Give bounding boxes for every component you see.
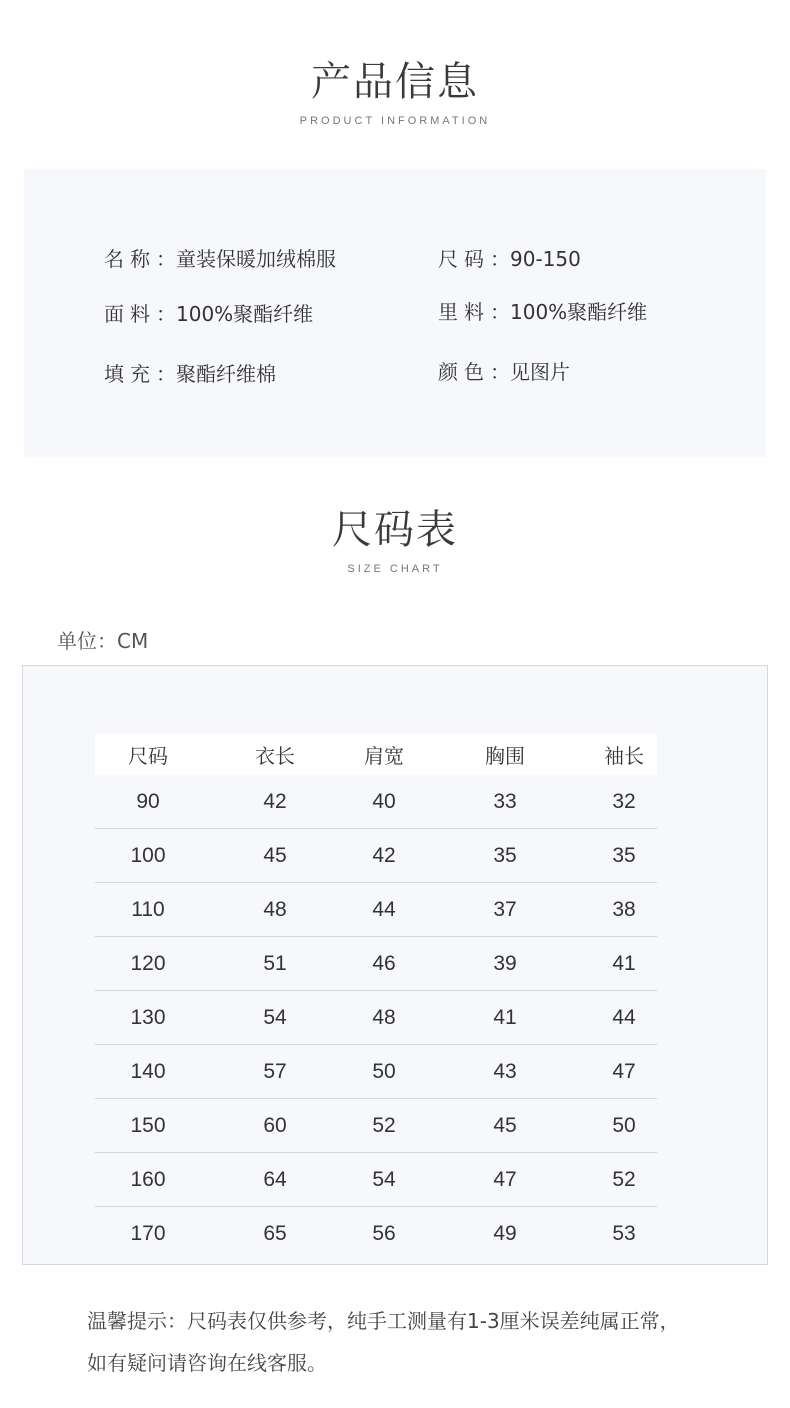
table-cell: 39 [419,937,591,991]
table-cell: 56 [372,1221,396,1245]
info-label: 颜色 [438,360,490,384]
table-cell: 40 [349,775,419,829]
table-row [95,1099,657,1153]
table-cell: 60 [201,1099,349,1153]
table-cell: 160 [95,1153,201,1207]
info-item-lining: 里料：100%聚酯纤维 [438,300,648,324]
table-cell: 90 [95,775,201,829]
header-chest: 胸围 [485,743,525,768]
table-cell: 54 [349,1153,419,1207]
table-row [95,991,657,1045]
table-row [95,883,657,937]
table-cell: 49 [493,1221,517,1245]
info-label: 填充 [104,362,156,386]
table-cell: 45 [419,1099,591,1153]
info-value: 聚酯纤维棉 [176,362,276,386]
table-cell: 52 [349,1099,419,1153]
table-cell: 170 [130,1221,166,1245]
table-cell: 48 [201,883,349,937]
table-cell: 100 [95,829,201,883]
table-cell: 130 [95,991,201,1045]
table-cell: 42 [349,829,419,883]
table-cell: 41 [419,991,591,1045]
table-cell: 140 [95,1045,201,1099]
info-value: 见图片 [510,360,570,384]
table-cell: 120 [95,937,201,991]
info-item-name: 名称：童装保暖加绒棉服 [104,247,336,271]
product-info-title: 产品信息 [311,59,479,105]
table-cell: 57 [201,1045,349,1099]
table-cell: 41 [591,937,657,991]
table-cell: 42 [201,775,349,829]
header-size: 尺码 [128,743,168,768]
table-cell: 48 [349,991,419,1045]
table-cell: 150 [95,1099,201,1153]
table-cell: 35 [419,829,591,883]
table-row [95,1153,657,1207]
table-cell: 53 [612,1221,636,1245]
size-chart-panel [22,665,768,1265]
table-cell: 64 [201,1153,349,1207]
info-value: 90-150 [510,247,581,271]
unit-label: 单位：CM [57,629,149,653]
table-cell: 44 [591,991,657,1045]
info-label: 面料 [104,302,156,326]
table-row [95,1045,657,1099]
size-chart-title: 尺码表 [332,507,458,553]
info-label: 里料 [438,300,490,324]
table-cell: 33 [419,775,591,829]
header-shoulder: 肩宽 [364,743,404,768]
header-sleeve: 袖长 [604,743,644,768]
table-cell: 32 [591,775,657,829]
table-cell: 110 [95,883,201,937]
product-info-panel [24,169,766,457]
table-cell: 47 [591,1045,657,1099]
size-note [87,1300,767,1384]
table-cell: 43 [419,1045,591,1099]
table-row [95,775,657,829]
info-value: 童装保暖加绒棉服 [176,247,336,271]
table-cell: 51 [201,937,349,991]
table-cell: 50 [349,1045,419,1099]
note-line-2: 如有疑问请咨询在线客服。 [87,1351,327,1375]
table-cell: 35 [591,829,657,883]
note-line-1: 温馨提示：尺码表仅供参考，纯手工测量有1-3厘米误差纯属正常， [87,1309,680,1333]
table-cell: 52 [591,1153,657,1207]
header-length: 衣长 [255,743,295,768]
product-info-subtitle: PRODUCT INFORMATION [299,115,491,127]
table-cell: 45 [201,829,349,883]
info-item-fabric: 面料：100%聚酯纤维 [104,302,314,326]
table-cell: 65 [263,1221,287,1245]
table-cell: 50 [591,1099,657,1153]
table-row [95,1207,657,1261]
table-header-row [95,733,657,775]
info-item-filling: 填充：聚酯纤维棉 [104,362,276,386]
table-cell: 47 [419,1153,591,1207]
table-row [95,937,657,991]
info-label: 名称 [104,247,156,271]
info-value: 100%聚酯纤维 [176,302,314,326]
info-label: 尺码 [438,247,490,271]
info-value: 100%聚酯纤维 [510,300,648,324]
size-table [95,733,657,1260]
table-cell: 44 [349,883,419,937]
table-cell: 37 [419,883,591,937]
table-row [95,829,657,883]
info-item-color: 颜色：见图片 [438,360,570,384]
info-item-size: 尺码：90-150 [438,247,581,271]
size-chart-subtitle: SIZE CHART [347,563,443,575]
table-cell: 38 [591,883,657,937]
table-cell: 54 [201,991,349,1045]
table-cell: 46 [349,937,419,991]
